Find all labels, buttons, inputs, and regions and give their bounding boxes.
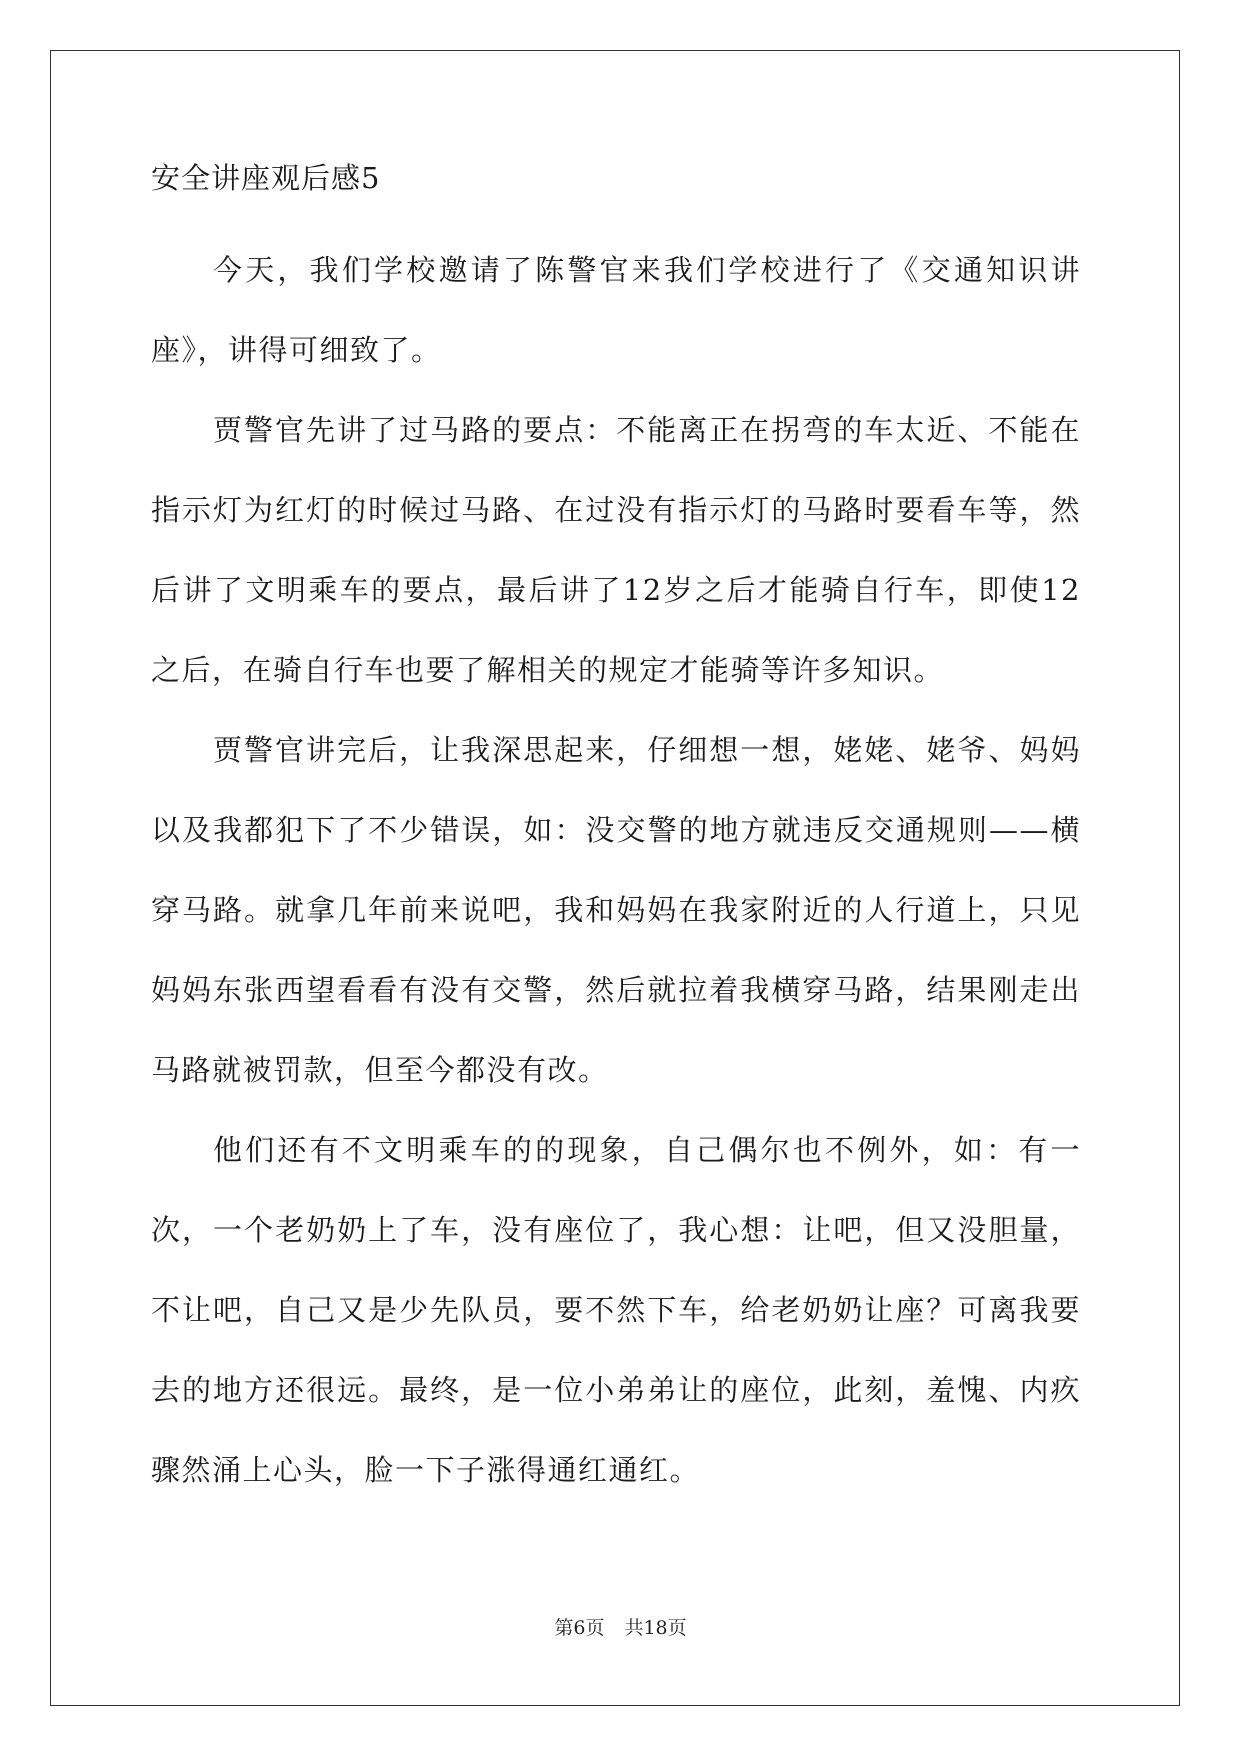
- paragraph-1: 今天，我们学校邀请了陈警官来我们学校进行了《交通知识讲座》，讲得可细致了。: [151, 253, 1081, 367]
- document-title: 安全讲座观后感5: [151, 161, 381, 195]
- paragraph-4: 他们还有不文明乘车的的现象，自己偶尔也不例外，如：有一次，一个老奶奶上了车，没有座位了，我心想：让吧，但又没胆量，不让吧，自己又是少先队员，要不然下车，给老奶奶让座？可离我要去的地方还很远。最终，是一位小弟弟让的座位，此刻，羞愧、内疚骤然涌上心头，脸一下子涨得通红通红。: [151, 1133, 1081, 1487]
- paragraph-3: 贾警官讲完后，让我深思起来，仔细想一想，姥姥、姥爷、妈妈以及我都犯下了不少错误，如：没交警的地方就违反交通规则——横穿马路。就拿几年前来说吧，我和妈妈在我家附近的人行道上，只见妈妈东张西望看看有没有交警，然后就拉着我横穿马路，结果刚走出马路就被罚款，但至今都没有改。: [151, 733, 1081, 1087]
- paragraph-2: 贾警官先讲了过马路的要点：不能离正在拐弯的车太近、不能在指示灯为红灯的时候过马路、在过没有指示灯的马路时要看车等，然后讲了文明乘车的要点，最后讲了12岁之后才能骑自行车，即使12之后，在骑自行车也要了解相关的规定才能骑等许多知识。: [151, 413, 1081, 687]
- page-number-footer: [0, 1616, 1241, 1640]
- current-page-label: 第6页: [554, 1617, 605, 1639]
- document-body: [151, 160, 1081, 1510]
- total-pages-label: 共18页: [624, 1617, 687, 1639]
